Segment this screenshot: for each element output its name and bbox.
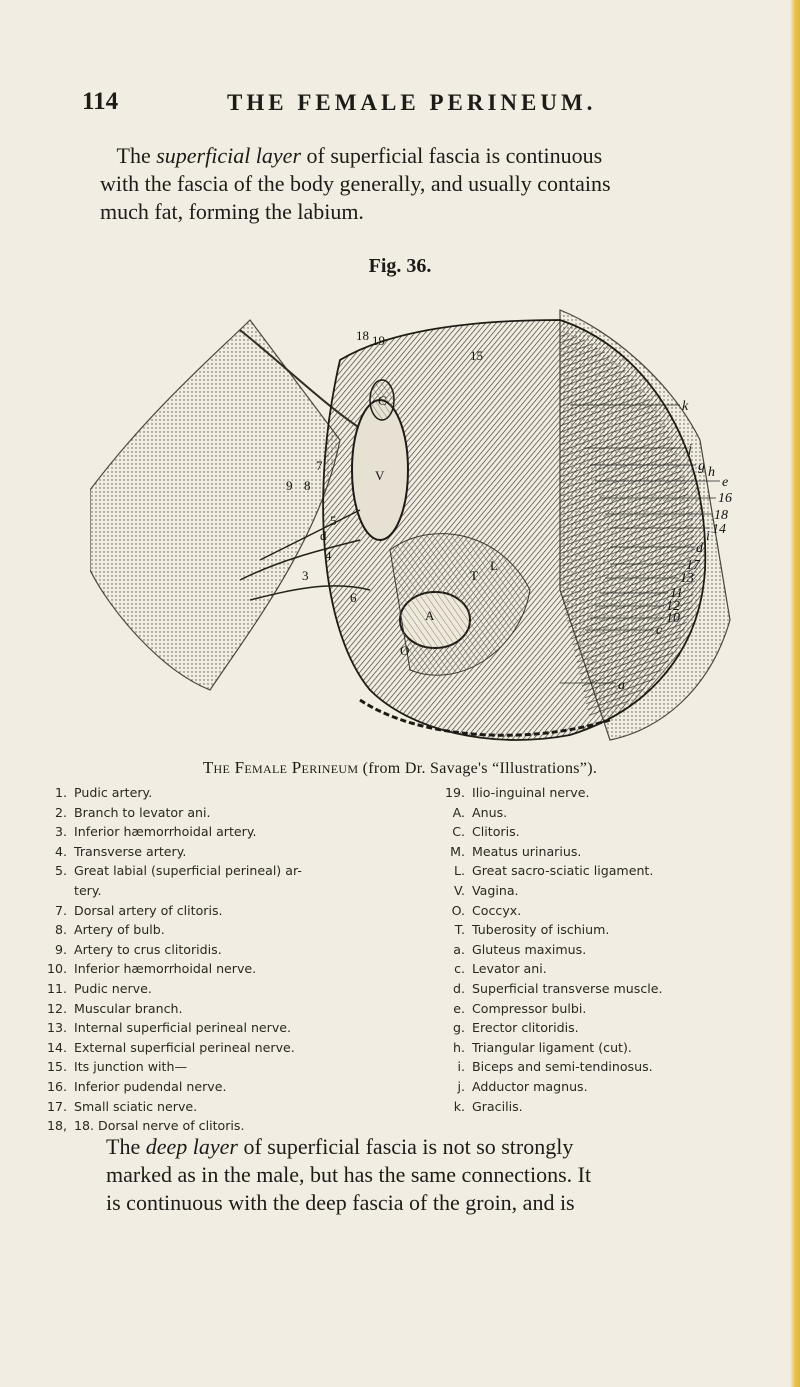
legend-key: 17.: [46, 1098, 67, 1114]
legend-key: 11.: [46, 980, 67, 996]
legend-key: e.: [453, 1000, 465, 1016]
top-para-line-1: The superficial layer of superficial fascia is continuous: [116, 143, 603, 168]
legend-text: Compressor bulbi.: [472, 1000, 587, 1016]
legend-item: [440, 940, 780, 960]
legend-item: [42, 842, 397, 862]
caption-rest: (from Dr. Savage's “Illustrations”).: [358, 760, 598, 777]
legend-item: [42, 861, 397, 881]
legend-text: Transverse artery.: [74, 843, 187, 859]
legend-key: 15.: [46, 1059, 67, 1075]
legend-key: 5.: [54, 863, 67, 879]
legend-item: [440, 1097, 780, 1117]
bottom-para-line-3: is continuous with the deep fascia of the groin, and is: [106, 1190, 575, 1215]
legend-item: [440, 1077, 780, 1097]
legend-item: [42, 1077, 397, 1097]
legend-key: 7.: [54, 902, 67, 918]
edge-label-d: d: [696, 541, 703, 556]
legend-item: [42, 940, 397, 960]
legend-text: Great sacro-sciatic ligament.: [472, 863, 654, 879]
legend-item: [42, 881, 397, 901]
edge-label-16: 16: [718, 491, 732, 506]
legend-text: Internal superficial perineal nerve.: [74, 1020, 292, 1036]
legend-key: j.: [457, 1078, 465, 1094]
legend-left-column: [42, 783, 397, 1136]
bottom-para-line-1: The deep layer of superficial fascia is not so strongly: [106, 1134, 574, 1159]
legend-item: [440, 920, 780, 940]
legend-text: Superficial transverse muscle.: [472, 980, 663, 996]
legend-item: [440, 881, 780, 901]
legend-text: Meatus urinarius.: [472, 843, 582, 859]
legend-item: [42, 1057, 397, 1077]
legend-item: [440, 822, 780, 842]
fig-label-d-left: d: [320, 528, 327, 543]
edge-label-18: 18: [714, 508, 728, 523]
edge-label-13: 13: [680, 571, 694, 586]
legend-right-column: [440, 783, 780, 1116]
left-thigh: [90, 320, 340, 690]
legend-key: 10.: [46, 961, 67, 977]
legend-key: 2.: [54, 804, 67, 820]
edge-label-14: 14: [712, 522, 726, 537]
top-para-line-2: with the fascia of the body generally, and usually contains: [100, 171, 611, 196]
legend-item: [42, 822, 397, 842]
page-header: [82, 88, 782, 122]
legend-text: Gracilis.: [472, 1098, 523, 1114]
edge-label-a: a: [618, 678, 625, 693]
running-head: THE FEMALE PERINEUM.: [227, 90, 597, 115]
legend-key: 8.: [54, 922, 67, 938]
legend-key: A.: [452, 804, 465, 820]
legend-key: 18,: [46, 1118, 67, 1134]
edge-label-i: i: [706, 529, 710, 544]
top-para-line-3: much fat, forming the labium.: [100, 199, 364, 224]
legend-key: 16.: [46, 1078, 67, 1094]
legend-key: O.: [451, 902, 465, 918]
legend-item: [440, 783, 780, 803]
legend-item: [42, 979, 397, 999]
legend-text: Small sciatic nerve.: [74, 1098, 198, 1114]
bottom-para-line-2: marked as in the male, but has the same connections. It: [106, 1162, 592, 1187]
legend-key: C.: [452, 824, 465, 840]
legend-key: [42, 881, 67, 901]
fig-label-O: O: [400, 643, 410, 658]
legend-key: V.: [454, 882, 465, 898]
legend-key: g.: [453, 1020, 465, 1036]
legend-key: i.: [457, 1059, 465, 1075]
legend-text: Clitoris.: [472, 824, 520, 840]
legend-text: Pudic nerve.: [74, 980, 152, 996]
legend-key: 12.: [46, 1000, 67, 1016]
legend-text: Levator ani.: [472, 961, 547, 977]
legend-text: Muscular branch.: [74, 1000, 183, 1016]
legend-key: 9.: [54, 941, 67, 957]
legend-text: Tuberosity of ischium.: [472, 922, 610, 938]
legend-key: 3.: [54, 824, 67, 840]
edge-label-h: h: [708, 465, 715, 480]
legend-key: d.: [453, 980, 465, 996]
legend-item: [42, 1038, 397, 1058]
fig-label-5: 5: [330, 513, 337, 528]
legend-item: [440, 1038, 780, 1058]
fig-label-A: A: [425, 608, 435, 623]
legend-item: [440, 1057, 780, 1077]
legend-text: Artery of bulb.: [74, 922, 165, 938]
legend-item: [42, 803, 397, 823]
legend-item: [440, 959, 780, 979]
legend-item: [42, 999, 397, 1019]
legend-key: 14.: [46, 1039, 67, 1055]
legend-item: [440, 803, 780, 823]
emphasis-deep-layer: deep layer: [145, 1134, 238, 1159]
legend-text: Biceps and semi-tendinosus.: [472, 1059, 653, 1075]
fig-label-6: 6: [350, 590, 357, 605]
legend-text: Great labial (superficial perineal) ar-: [74, 863, 302, 879]
legend-item: [440, 861, 780, 881]
fig-label-L: L: [490, 558, 498, 573]
legend-key: T.: [454, 922, 465, 938]
legend-item: [440, 842, 780, 862]
top-paragraph: [100, 142, 790, 226]
legend-text: Erector clitoridis.: [472, 1020, 579, 1036]
fig-label-18: 18: [356, 328, 369, 343]
legend-key: 1.: [54, 785, 67, 800]
legend-key: k.: [453, 1098, 465, 1114]
figure-caption: [0, 758, 800, 778]
legend-text: Coccyx.: [472, 902, 522, 918]
edge-label-c: c: [656, 623, 663, 638]
legend-text: Vagina.: [472, 882, 519, 898]
edge-label-k: k: [682, 399, 689, 414]
legend-item: [42, 1018, 397, 1038]
legend-key: 4.: [54, 843, 67, 859]
fig-label-8: 8: [304, 478, 311, 493]
legend-item: [42, 1097, 397, 1117]
legend-text: Anus.: [472, 804, 508, 820]
legend-key: M.: [450, 843, 465, 859]
legend-text: Inferior hæmorrhoidal nerve.: [74, 961, 257, 977]
legend-text: Triangular ligament (cut).: [472, 1039, 632, 1055]
page-edge-bleed: [790, 0, 800, 1387]
legend-text: Pudic artery.: [74, 785, 153, 800]
fig-label-9: 9: [286, 478, 293, 493]
legend-item: [440, 1018, 780, 1038]
fig-label-7: 7: [316, 458, 323, 473]
legend-key: L.: [453, 863, 465, 879]
fig-label-T: T: [470, 568, 478, 583]
fig-label-3: 3: [302, 568, 309, 583]
legend-text: Artery to crus clitoridis.: [74, 941, 222, 957]
legend-key: c.: [454, 961, 465, 977]
page-number: 114: [82, 88, 119, 115]
legend-key: a.: [453, 941, 465, 957]
fig-label-V: V: [375, 468, 385, 483]
edge-label-e: e: [722, 475, 729, 490]
legend-text: Gluteus maximus.: [472, 941, 587, 957]
legend-text: 18. Dorsal nerve of clitoris.: [74, 1118, 245, 1134]
figure-label: Fig. 36.: [368, 255, 432, 277]
legend-key: 19.: [444, 785, 465, 800]
legend-text: Inferior hæmorrhoidal artery.: [74, 824, 257, 840]
emphasis-superficial-layer: superficial layer: [156, 143, 302, 168]
edge-label-11: 11: [670, 586, 683, 601]
edge-label-10: 10: [666, 611, 680, 626]
caption-title: The Female Perineum: [202, 758, 359, 777]
legend-item: [440, 901, 780, 921]
legend-text: tery.: [74, 882, 102, 898]
fig-label-4: 4: [325, 548, 332, 563]
edge-label-17: 17: [686, 558, 700, 573]
fig-label-19: 19: [372, 333, 385, 348]
legend-key: h.: [453, 1039, 465, 1055]
legend-item: [440, 979, 780, 999]
legend-item: [440, 999, 780, 1019]
legend-item: [42, 959, 397, 979]
legend-text: Dorsal artery of clitoris.: [74, 902, 223, 918]
fig-label-C: C: [378, 393, 387, 408]
anatomical-figure: [90, 290, 750, 750]
legend-text: Its junction with—: [74, 1059, 188, 1075]
legend-text: Branch to levator ani.: [74, 804, 211, 820]
edge-label-g: g: [698, 459, 705, 474]
legend-text: Adductor magnus.: [472, 1078, 588, 1094]
legend-key: 13.: [46, 1020, 67, 1036]
edge-label-12: 12: [666, 599, 680, 614]
legend-item: [42, 901, 397, 921]
legend-text: Ilio-inguinal nerve.: [472, 785, 590, 800]
legend-item: [42, 920, 397, 940]
legend-text: External superficial perineal nerve.: [74, 1039, 295, 1055]
edge-label-j: j: [688, 442, 692, 457]
legend-item: [42, 783, 397, 803]
bottom-paragraph: [106, 1133, 796, 1217]
legend-text: Inferior pudendal nerve.: [74, 1078, 227, 1094]
fig-label-15: 15: [470, 348, 483, 363]
